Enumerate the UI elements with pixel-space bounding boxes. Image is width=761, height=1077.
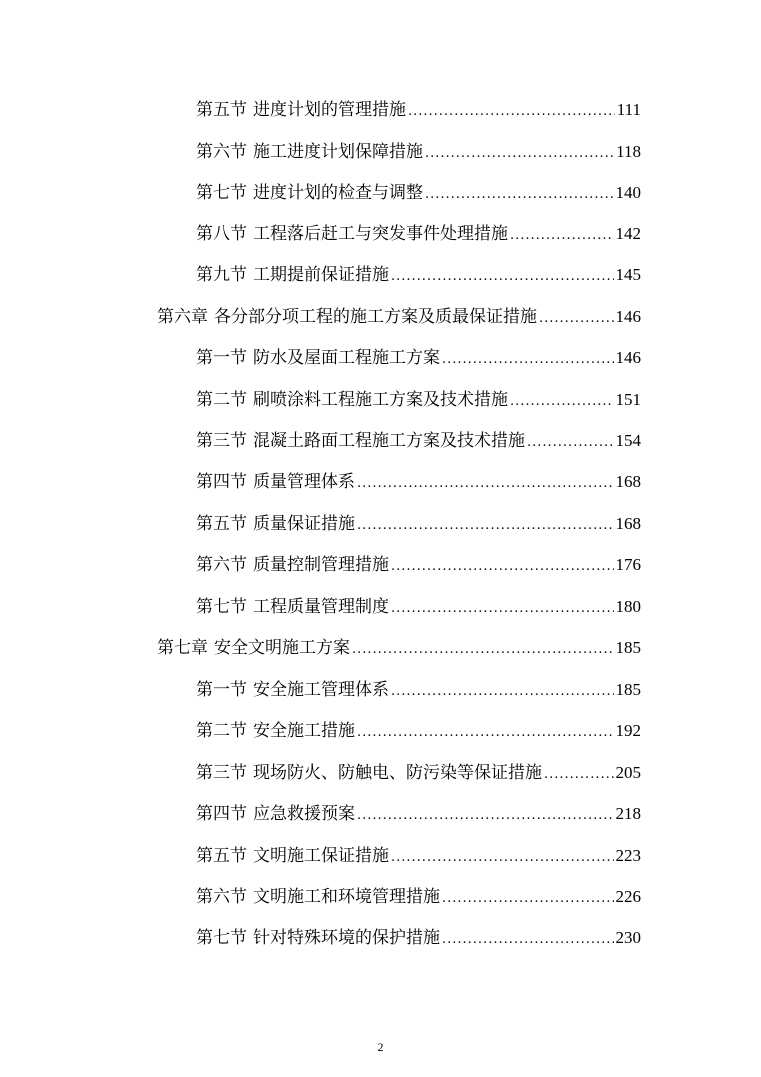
toc-dot-leader	[442, 345, 614, 375]
toc-page-number: 151	[615, 390, 641, 409]
toc-dot-leader	[408, 97, 615, 127]
toc-dot-leader	[391, 552, 614, 582]
toc-entry[interactable]	[196, 675, 641, 705]
page-number: 2	[377, 1040, 384, 1054]
toc-entry[interactable]	[196, 95, 641, 125]
toc-entry[interactable]	[196, 260, 641, 290]
toc-dot-leader	[391, 594, 614, 624]
toc-dot-leader	[539, 304, 614, 334]
toc-dot-leader	[391, 262, 614, 292]
toc-entry-title: 第六章 各分部分项工程的施工方案及质最保证措施	[157, 307, 537, 327]
toc-page-number: 146	[615, 307, 641, 326]
toc-dot-leader	[442, 884, 614, 914]
toc-chapter-entry[interactable]	[157, 633, 641, 663]
toc-page-number: 192	[615, 721, 641, 740]
toc-entry-title: 第二节 安全施工措施	[196, 721, 355, 741]
toc-entry-title: 第二节 刷喷涂料工程施工方案及技术措施	[196, 390, 508, 410]
toc-entry[interactable]	[196, 343, 641, 373]
toc-entry[interactable]	[196, 219, 641, 249]
toc-entry-title: 第七章 安全文明施工方案	[157, 638, 350, 658]
toc-entry[interactable]	[196, 137, 641, 167]
toc-entry-title: 第七节 针对特殊环境的保护措施	[196, 928, 440, 948]
toc-page-number: 111	[616, 100, 641, 119]
toc-page-number: 168	[615, 514, 641, 533]
toc-dot-leader	[357, 801, 614, 831]
toc-entry[interactable]	[196, 716, 641, 746]
toc-entry[interactable]	[196, 467, 641, 497]
toc-page-number: 142	[615, 224, 641, 243]
toc-entry[interactable]	[196, 758, 641, 788]
toc-dot-leader	[391, 677, 614, 707]
toc-dot-leader	[352, 635, 614, 665]
toc-dot-leader	[544, 760, 614, 790]
toc-entry[interactable]	[196, 592, 641, 622]
toc-page-number: 230	[615, 928, 641, 947]
toc-dot-leader	[527, 428, 614, 458]
toc-chapter-entry[interactable]	[157, 302, 641, 332]
toc-entry-title: 第五节 文明施工保证措施	[196, 846, 389, 866]
toc-entry-title: 第六节 质量控制管理措施	[196, 555, 389, 575]
toc-page-number: 218	[615, 804, 641, 823]
toc-dot-leader	[510, 221, 614, 251]
toc-page-number: 146	[615, 348, 641, 367]
toc-entry-title: 第一节 安全施工管理体系	[196, 680, 389, 700]
toc-page-number: 140	[615, 183, 641, 202]
toc-entry-title: 第三节 混凝土路面工程施工方案及技术措施	[196, 431, 525, 451]
toc-entry[interactable]	[196, 509, 641, 539]
toc-entry[interactable]	[196, 426, 641, 456]
toc-dot-leader	[357, 469, 614, 499]
toc-page-number: 154	[615, 431, 641, 450]
toc-entry-title: 第九节 工期提前保证措施	[196, 265, 389, 285]
toc-entry[interactable]	[196, 178, 641, 208]
toc-page-number: 168	[615, 472, 641, 491]
toc-entry[interactable]	[196, 923, 641, 953]
toc-dot-leader	[425, 139, 614, 169]
toc-page-number: 145	[615, 265, 641, 284]
toc-entry-title: 第七节 工程质量管理制度	[196, 597, 389, 617]
toc-entry-title: 第一节 防水及屋面工程施工方案	[196, 348, 440, 368]
toc-entry[interactable]	[196, 385, 641, 415]
toc-entry-title: 第八节 工程落后赶工与突发事件处理措施	[196, 224, 508, 244]
toc-page-number: 205	[615, 763, 641, 782]
toc-page-number: 180	[615, 597, 641, 616]
toc-entry-title: 第六节 文明施工和环境管理措施	[196, 887, 440, 907]
toc-dot-leader	[425, 180, 614, 210]
toc-page-number: 223	[615, 846, 641, 865]
toc-entry-title: 第五节 进度计划的管理措施	[196, 100, 406, 120]
toc-page-number: 118	[616, 142, 641, 161]
toc-entry-title: 第六节 施工进度计划保障措施	[196, 142, 423, 162]
toc-entry[interactable]	[196, 841, 641, 871]
toc-entry[interactable]	[196, 799, 641, 829]
toc-page-number: 185	[615, 638, 641, 657]
toc-page-number: 176	[615, 555, 641, 574]
toc-dot-leader	[510, 387, 614, 417]
toc-dot-leader	[391, 843, 614, 873]
toc-entry-title: 第四节 质量管理体系	[196, 472, 355, 492]
toc-dot-leader	[442, 925, 614, 955]
toc-entry[interactable]	[196, 550, 641, 580]
toc-entry-title: 第三节 现场防火、防触电、防污染等保证措施	[196, 763, 542, 783]
toc-page-number: 185	[615, 680, 641, 699]
toc-entry-title: 第五节 质量保证措施	[196, 514, 355, 534]
toc-dot-leader	[357, 718, 614, 748]
toc-entry-title: 第七节 进度计划的检查与调整	[196, 183, 423, 203]
toc-dot-leader	[357, 511, 614, 541]
toc-entry-title: 第四节 应急救援预案	[196, 804, 355, 824]
toc-page-number: 226	[615, 887, 641, 906]
toc-entry[interactable]	[196, 882, 641, 912]
